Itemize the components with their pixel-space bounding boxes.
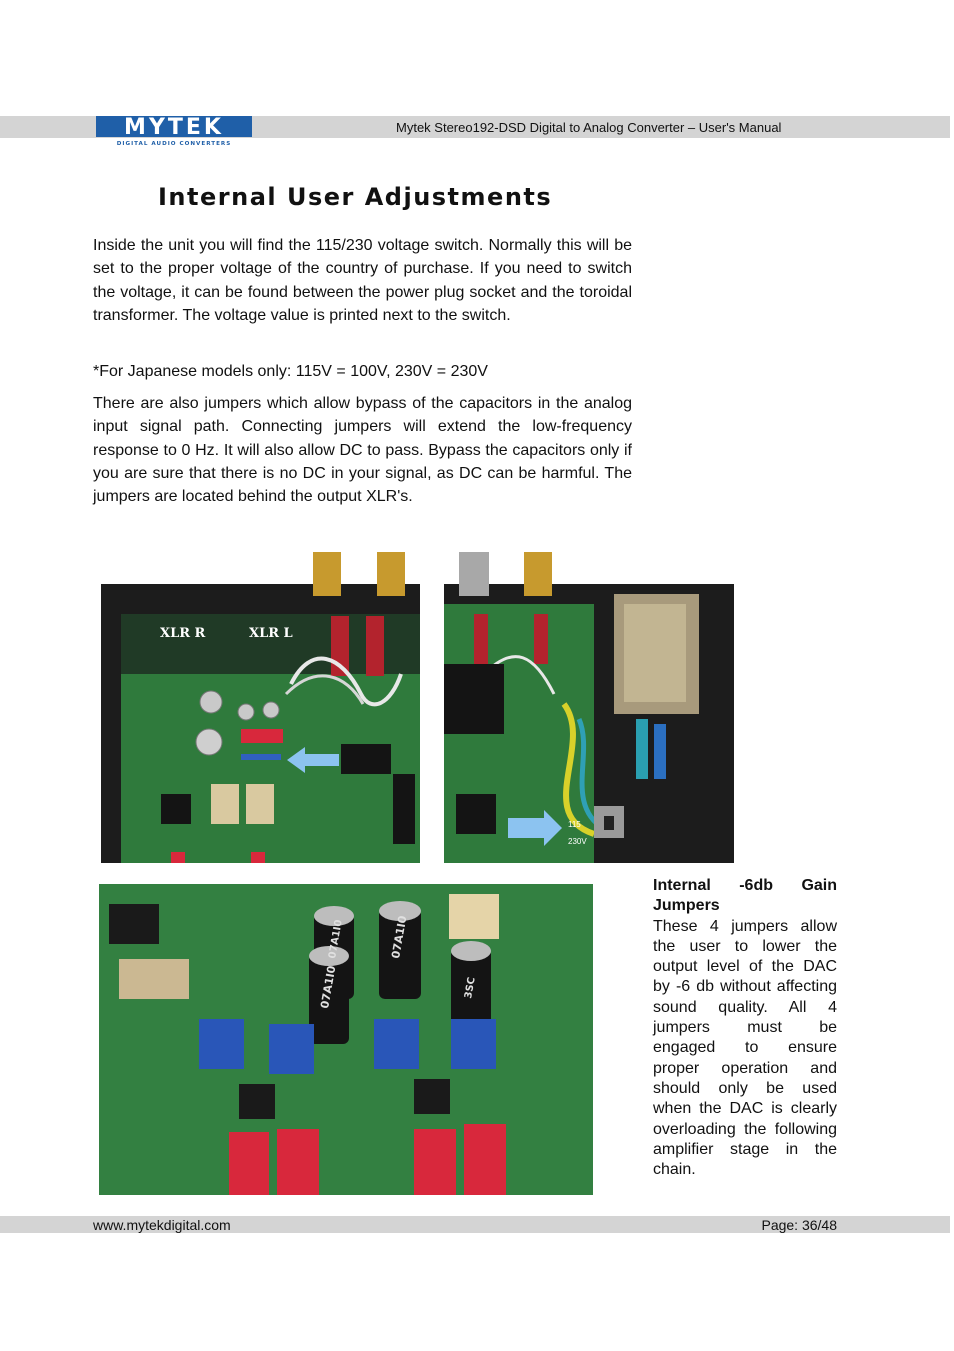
v115-label: 115 bbox=[568, 820, 581, 829]
footer-url[interactable]: www.mytekdigital.com bbox=[93, 1217, 231, 1233]
japanese-note: *For Japanese models only: 115V = 100V, 230V = 230V bbox=[93, 363, 488, 380]
caption-body: These 4 jumpers allow the user to lower the output level of the DAC by -6 db without affecting sound quality. All 4 jumpers must be engaged to ensure proper operation and should only be used when the DAC is clearly overloading the following amplifier stage in the chain. bbox=[653, 917, 837, 1179]
jumpers-paragraph: There are also jumpers which allow bypass of the capacitors in the analog input signal path. Connecting jumpers will extend the low-frequency response to 0 Hz. It will also allow DC to pass. Bypass the capacitors only if you are sure that there is no DC in your signal, as DC can be harmful. The jumpers are located behind the output XLR's. bbox=[93, 395, 632, 506]
photo-gain-jumpers bbox=[99, 884, 593, 1195]
cap1-marking: 07A1I0 bbox=[389, 914, 410, 960]
xlr-r-label: XLR R bbox=[160, 626, 206, 641]
caption-title: Internal -6db Gain Jumpers bbox=[653, 877, 837, 915]
page-title: Internal User Adjustments bbox=[158, 183, 553, 211]
voltage-paragraph: Inside the unit you will find the 115/230 voltage switch. Normally this will be set to the proper voltage of the country of purchase. If you need to switch the voltage, it can be found between the power plug socket and the toroidal transformer. The voltage value is printed next to the switch. bbox=[93, 237, 632, 324]
cap4-marking: 3SC bbox=[463, 976, 478, 1000]
mytek-logo bbox=[96, 116, 252, 146]
photo-voltage-switch bbox=[444, 544, 734, 863]
xlr-l-label: XLR L bbox=[249, 626, 293, 641]
photo-xlr-jumpers bbox=[101, 544, 420, 863]
page-number: Page: 36/48 bbox=[761, 1217, 837, 1233]
v230-label: 230V bbox=[568, 837, 587, 846]
cap3-marking: 07A1I0 bbox=[327, 918, 345, 960]
header-title: Mytek Stereo192-DSD Digital to Analog Converter – User's Manual bbox=[396, 120, 782, 135]
svg-text:MYTEK: MYTEK bbox=[124, 116, 224, 140]
cap2-marking: 07A1I0 bbox=[318, 964, 339, 1010]
gain-jumpers-caption bbox=[653, 876, 837, 1180]
svg-text:DIGITAL AUDIO CONVERTERS: DIGITAL AUDIO CONVERTERS bbox=[116, 141, 232, 146]
